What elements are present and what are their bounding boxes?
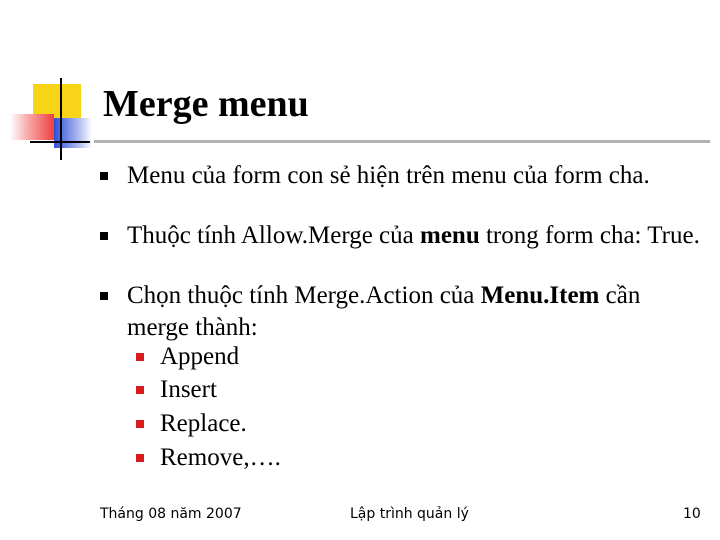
bullet-item xyxy=(127,160,707,192)
bullet-text: Menu của form con sẻ hiện trên menu của form cha. xyxy=(127,162,650,189)
sub-bullet-item xyxy=(160,341,560,373)
bullet-item xyxy=(127,220,707,252)
sub-bullet-text: Replace. xyxy=(160,410,247,437)
slide-title: Merge menu xyxy=(103,83,309,125)
square-bullet-icon xyxy=(136,353,144,361)
square-bullet-icon xyxy=(136,454,144,462)
footer-course: Lập trình quản lý xyxy=(350,506,469,522)
sub-bullet-item xyxy=(160,374,560,406)
sub-bullet-item xyxy=(160,408,560,440)
square-bullet-icon xyxy=(100,232,108,240)
footer-date: Tháng 08 năm 2007 xyxy=(100,506,242,522)
bullet-text: Thuộc tính Allow.Merge của xyxy=(127,222,420,249)
square-bullet-icon xyxy=(100,172,108,180)
bullet-text: cần merge thành: xyxy=(127,282,641,341)
square-bullet-icon xyxy=(100,292,108,300)
sub-bullet-text: Remove,…. xyxy=(160,444,281,471)
sub-bullet-text: Insert xyxy=(160,376,217,403)
bullet-item xyxy=(127,280,707,344)
bullet-text: trong form cha: True. xyxy=(479,222,700,249)
sub-bullet-text: Append xyxy=(160,343,240,370)
bullet-text-bold: Menu.Item xyxy=(480,282,600,309)
bullet-text-bold: menu xyxy=(420,222,480,249)
square-bullet-icon xyxy=(136,420,144,428)
sub-bullet-item xyxy=(160,442,560,474)
footer-page-number: 10 xyxy=(683,506,701,522)
square-bullet-icon xyxy=(136,386,144,394)
bullet-text: Chọn thuộc tính Merge.Action của xyxy=(127,282,481,309)
